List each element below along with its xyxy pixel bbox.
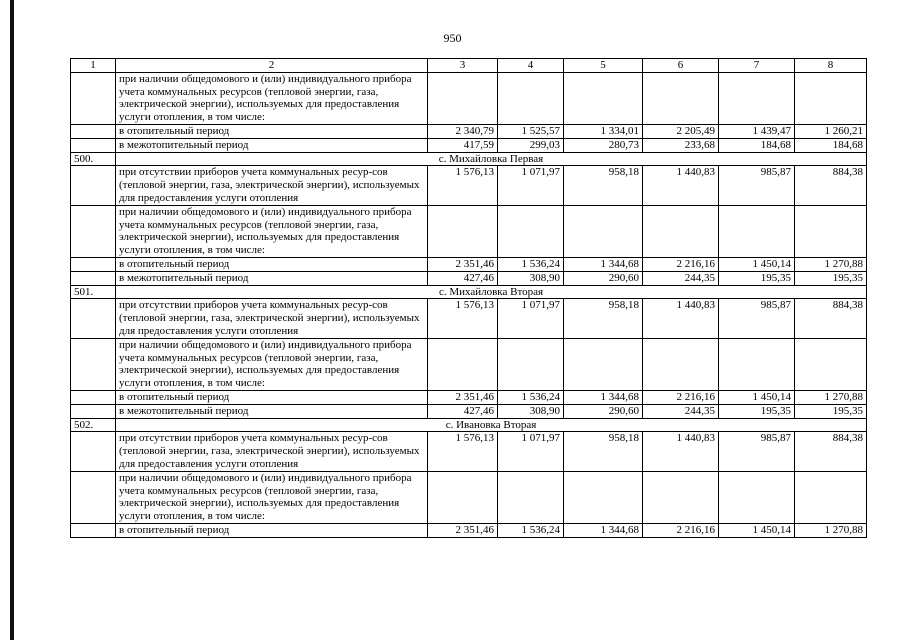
table-row: [71, 432, 867, 471]
description-cell: при наличии общедомового и (или) индивидуального прибора учета коммунальных ресурсов (тепловой энергии, газа, электрической энергии), используемых для предоставления услуги отопления, в том числе:: [116, 72, 428, 124]
description-cell: при отсутствии приборов учета коммунальных ресур-сов (тепловой энергии, газа, электрической энергии), используемых для предоставления услуги отопления: [116, 299, 428, 338]
value-cell: 244,35: [643, 271, 719, 285]
value-cell: [564, 338, 643, 390]
value-cell: [498, 471, 564, 523]
value-cell: 1 344,68: [564, 390, 643, 404]
row-number-cell: [71, 523, 116, 537]
value-cell: 1 576,13: [428, 166, 498, 205]
value-cell: 2 205,49: [643, 124, 719, 138]
value-cell: 244,35: [643, 404, 719, 418]
value-cell: 1 344,68: [564, 257, 643, 271]
description-cell: при наличии общедомового и (или) индивидуального прибора учета коммунальных ресурсов (тепловой энергии, газа, электрической энергии), используемых для предоставления услуги отопления, в том числе:: [116, 338, 428, 390]
value-cell: [795, 471, 867, 523]
value-cell: 884,38: [795, 432, 867, 471]
table-row: [71, 271, 867, 285]
value-cell: [643, 471, 719, 523]
row-number-cell: [71, 338, 116, 390]
value-cell: 1 450,14: [719, 257, 795, 271]
value-cell: 2 216,16: [643, 390, 719, 404]
value-cell: 427,46: [428, 404, 498, 418]
value-cell: 1 525,57: [498, 124, 564, 138]
section-row: [71, 152, 867, 166]
value-cell: [428, 471, 498, 523]
value-cell: 184,68: [795, 138, 867, 152]
settlement-name-cell: с. Михайловка Первая: [116, 152, 867, 166]
value-cell: 1 334,01: [564, 124, 643, 138]
value-cell: [498, 205, 564, 257]
value-cell: 1 344,68: [564, 523, 643, 537]
row-number-cell: [71, 390, 116, 404]
row-number-cell: [71, 471, 116, 523]
value-cell: 195,35: [719, 404, 795, 418]
row-number-cell: [71, 257, 116, 271]
row-number-cell: [71, 205, 116, 257]
value-cell: [643, 72, 719, 124]
value-cell: 2 351,46: [428, 523, 498, 537]
page-number: 950: [443, 31, 462, 45]
column-number-cell: 7: [719, 59, 795, 73]
value-cell: [498, 338, 564, 390]
value-cell: 1 439,47: [719, 124, 795, 138]
column-number-cell: 3: [428, 59, 498, 73]
value-cell: 2 351,46: [428, 257, 498, 271]
value-cell: 1 071,97: [498, 432, 564, 471]
value-cell: 195,35: [795, 404, 867, 418]
description-cell: при отсутствии приборов учета коммунальных ресур-сов (тепловой энергии, газа, электрической энергии), используемых для предоставления услуги отопления: [116, 166, 428, 205]
value-cell: [643, 338, 719, 390]
value-cell: 2 340,79: [428, 124, 498, 138]
value-cell: 290,60: [564, 271, 643, 285]
value-cell: [795, 205, 867, 257]
value-cell: 1 450,14: [719, 390, 795, 404]
row-number-cell: [71, 124, 116, 138]
settlement-name-cell: с. Михайловка Вторая: [116, 285, 867, 299]
column-number-cell: 1: [71, 59, 116, 73]
description-cell: при отсутствии приборов учета коммунальных ресур-сов (тепловой энергии, газа, электрической энергии), используемых для предоставления услуги отопления: [116, 432, 428, 471]
row-number-cell: [71, 138, 116, 152]
value-cell: 985,87: [719, 432, 795, 471]
table-row: [71, 299, 867, 338]
row-number-cell: [71, 404, 116, 418]
value-cell: 958,18: [564, 166, 643, 205]
value-cell: [643, 205, 719, 257]
description-cell: при наличии общедомового и (или) индивидуального прибора учета коммунальных ресурсов (тепловой энергии, газа, электрической энергии), используемых для предоставления услуги отопления, в том числе:: [116, 205, 428, 257]
value-cell: [428, 72, 498, 124]
value-cell: 233,68: [643, 138, 719, 152]
row-number-cell: 500.: [71, 152, 116, 166]
value-cell: 1 536,24: [498, 257, 564, 271]
table-row: [71, 257, 867, 271]
description-cell: в межотопительный период: [116, 404, 428, 418]
table-row: [71, 390, 867, 404]
value-cell: 1 450,14: [719, 523, 795, 537]
value-cell: 184,68: [719, 138, 795, 152]
value-cell: 884,38: [795, 299, 867, 338]
subheading-row: [71, 471, 867, 523]
value-cell: 290,60: [564, 404, 643, 418]
value-cell: [564, 471, 643, 523]
description-cell: при наличии общедомового и (или) индивидуального прибора учета коммунальных ресурсов (тепловой энергии, газа, электрической энергии), используемых для предоставления услуги отопления, в том числе:: [116, 471, 428, 523]
description-cell: в отопительный период: [116, 257, 428, 271]
value-cell: [719, 338, 795, 390]
column-number-cell: 2: [116, 59, 428, 73]
value-cell: 308,90: [498, 404, 564, 418]
value-cell: 1 536,24: [498, 523, 564, 537]
value-cell: [719, 205, 795, 257]
value-cell: [719, 471, 795, 523]
value-cell: [564, 72, 643, 124]
value-cell: 985,87: [719, 166, 795, 205]
description-cell: в отопительный период: [116, 124, 428, 138]
value-cell: 1 071,97: [498, 166, 564, 205]
row-number-cell: 501.: [71, 285, 116, 299]
value-cell: 299,03: [498, 138, 564, 152]
value-cell: 1 536,24: [498, 390, 564, 404]
column-number-cell: 5: [564, 59, 643, 73]
value-cell: 280,73: [564, 138, 643, 152]
value-cell: [498, 72, 564, 124]
section-row: [71, 418, 867, 432]
description-cell: в отопительный период: [116, 523, 428, 537]
section-row: [71, 285, 867, 299]
tariff-table: [70, 58, 867, 538]
column-number-cell: 6: [643, 59, 719, 73]
value-cell: 958,18: [564, 299, 643, 338]
value-cell: [795, 72, 867, 124]
value-cell: 1 270,88: [795, 390, 867, 404]
table-body: [71, 59, 867, 538]
row-number-cell: [71, 166, 116, 205]
column-number-cell: 4: [498, 59, 564, 73]
value-cell: 1 071,97: [498, 299, 564, 338]
value-cell: 2 216,16: [643, 523, 719, 537]
row-number-cell: [71, 432, 116, 471]
settlement-name-cell: с. Ивановка Вторая: [116, 418, 867, 432]
description-cell: в межотопительный период: [116, 271, 428, 285]
value-cell: 1 440,83: [643, 166, 719, 205]
value-cell: 1 576,13: [428, 299, 498, 338]
table-row: [71, 404, 867, 418]
scan-left-edge: [10, 0, 14, 640]
column-number-cell: 8: [795, 59, 867, 73]
value-cell: 195,35: [719, 271, 795, 285]
value-cell: 1 440,83: [643, 432, 719, 471]
table-row: [71, 124, 867, 138]
value-cell: [428, 205, 498, 257]
value-cell: 417,59: [428, 138, 498, 152]
value-cell: 2 351,46: [428, 390, 498, 404]
value-cell: [795, 338, 867, 390]
row-number-cell: 502.: [71, 418, 116, 432]
row-number-cell: [71, 299, 116, 338]
value-cell: 985,87: [719, 299, 795, 338]
value-cell: 884,38: [795, 166, 867, 205]
header-row: [71, 59, 867, 73]
value-cell: [564, 205, 643, 257]
value-cell: 1 576,13: [428, 432, 498, 471]
row-number-cell: [71, 271, 116, 285]
description-cell: в межотопительный период: [116, 138, 428, 152]
subheading-row: [71, 72, 867, 124]
subheading-row: [71, 205, 867, 257]
value-cell: 1 440,83: [643, 299, 719, 338]
value-cell: [428, 338, 498, 390]
value-cell: 1 270,88: [795, 257, 867, 271]
value-cell: 1 260,21: [795, 124, 867, 138]
value-cell: 1 270,88: [795, 523, 867, 537]
value-cell: 427,46: [428, 271, 498, 285]
table-row: [71, 138, 867, 152]
value-cell: 2 216,16: [643, 257, 719, 271]
value-cell: 308,90: [498, 271, 564, 285]
table-row: [71, 166, 867, 205]
value-cell: [719, 72, 795, 124]
subheading-row: [71, 338, 867, 390]
description-cell: в отопительный период: [116, 390, 428, 404]
value-cell: 195,35: [795, 271, 867, 285]
row-number-cell: [71, 72, 116, 124]
table-row: [71, 523, 867, 537]
value-cell: 958,18: [564, 432, 643, 471]
